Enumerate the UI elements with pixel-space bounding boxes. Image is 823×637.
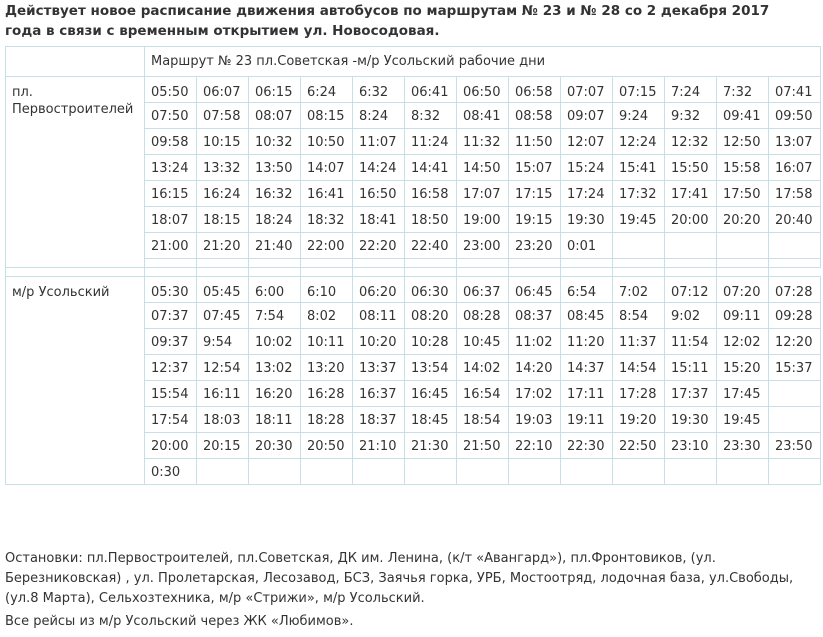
time-cell: 07:45 — [197, 303, 249, 329]
time-cell — [613, 233, 665, 259]
time-cell: 11:02 — [509, 329, 561, 355]
time-cell: 22:10 — [509, 433, 561, 459]
time-cell: 12:07 — [561, 129, 613, 155]
empty-header-cell — [6, 47, 145, 77]
time-cell: 11:54 — [665, 329, 717, 355]
time-cell — [405, 459, 457, 485]
time-cell: 20:30 — [249, 433, 301, 459]
gap-cell — [145, 259, 197, 268]
time-cell: 9:54 — [197, 329, 249, 355]
time-cell: 08:20 — [405, 303, 457, 329]
time-cell: 06:37 — [457, 277, 509, 303]
time-cell: 09:41 — [717, 103, 769, 129]
time-cell: 16:07 — [769, 155, 821, 181]
time-cell: 22:00 — [301, 233, 353, 259]
time-cell: 20:20 — [717, 207, 769, 233]
time-cell: 07:07 — [561, 77, 613, 103]
time-cell: 21:20 — [197, 233, 249, 259]
time-cell: 18:54 — [457, 407, 509, 433]
time-cell: 16:37 — [353, 381, 405, 407]
gap-cell — [353, 259, 405, 268]
time-cell: 17:54 — [145, 407, 197, 433]
time-cell: 21:30 — [405, 433, 457, 459]
time-cell: 16:20 — [249, 381, 301, 407]
time-cell — [769, 459, 821, 485]
time-cell: 10:15 — [197, 129, 249, 155]
time-cell: 05:50 — [145, 77, 197, 103]
time-cell — [665, 459, 717, 485]
time-cell: 08:37 — [509, 303, 561, 329]
time-cell: 19:20 — [613, 407, 665, 433]
time-cell: 23:00 — [457, 233, 509, 259]
time-cell: 16:24 — [197, 181, 249, 207]
time-cell: 11:20 — [561, 329, 613, 355]
time-cell: 14:20 — [509, 355, 561, 381]
time-cell — [301, 459, 353, 485]
time-cell: 14:02 — [457, 355, 509, 381]
time-cell: 11:07 — [353, 129, 405, 155]
time-cell: 16:50 — [353, 181, 405, 207]
time-cell: 06:45 — [509, 277, 561, 303]
time-cell: 06:20 — [353, 277, 405, 303]
time-cell: 05:30 — [145, 277, 197, 303]
time-cell: 19:11 — [561, 407, 613, 433]
time-cell: 13:07 — [769, 129, 821, 155]
time-cell: 13:37 — [353, 355, 405, 381]
time-cell: 6:00 — [249, 277, 301, 303]
time-cell: 22:20 — [353, 233, 405, 259]
gap-cell — [457, 268, 509, 277]
time-cell: 17:28 — [613, 381, 665, 407]
time-cell: 7:02 — [613, 277, 665, 303]
time-cell: 11:24 — [405, 129, 457, 155]
gap-cell — [717, 259, 769, 268]
time-cell: 07:58 — [197, 103, 249, 129]
time-cell: 20:50 — [301, 433, 353, 459]
time-cell: 8:54 — [613, 303, 665, 329]
time-cell: 18:03 — [197, 407, 249, 433]
time-cell: 23:10 — [665, 433, 717, 459]
time-cell: 12:50 — [717, 129, 769, 155]
time-cell: 0:01 — [561, 233, 613, 259]
time-cell: 10:50 — [301, 129, 353, 155]
stop-name-cell: м/р Усольский — [6, 277, 145, 485]
time-cell: 6:24 — [301, 77, 353, 103]
gap-cell — [301, 268, 353, 277]
gap-cell — [457, 259, 509, 268]
time-cell: 17:58 — [769, 181, 821, 207]
time-cell: 09:50 — [769, 103, 821, 129]
gap-cell — [665, 268, 717, 277]
time-cell: 23:30 — [717, 433, 769, 459]
time-cell — [197, 459, 249, 485]
time-cell: 17:24 — [561, 181, 613, 207]
route-title: Маршрут № 23 пл.Советская -м/р Усольский рабочие дни — [145, 47, 821, 77]
time-cell: 08:41 — [457, 103, 509, 129]
gap-cell — [197, 268, 249, 277]
gap-cell — [249, 259, 301, 268]
gap-cell — [613, 259, 665, 268]
time-cell — [769, 407, 821, 433]
time-cell: 14:50 — [457, 155, 509, 181]
time-cell: 15:07 — [509, 155, 561, 181]
time-cell: 16:28 — [301, 381, 353, 407]
gap-cell — [405, 268, 457, 277]
time-cell: 22:30 — [561, 433, 613, 459]
time-cell: 9:02 — [665, 303, 717, 329]
gap-cell — [197, 259, 249, 268]
time-cell: 07:37 — [145, 303, 197, 329]
time-cell — [509, 459, 561, 485]
time-cell — [769, 233, 821, 259]
time-cell: 13:32 — [197, 155, 249, 181]
gap-cell — [6, 268, 145, 277]
time-cell: 15:11 — [665, 355, 717, 381]
time-cell: 15:37 — [769, 355, 821, 381]
time-cell: 17:15 — [509, 181, 561, 207]
time-cell: 15:20 — [717, 355, 769, 381]
time-cell: 18:50 — [405, 207, 457, 233]
time-cell: 6:54 — [561, 277, 613, 303]
gap-cell — [145, 268, 197, 277]
gap-cell — [561, 259, 613, 268]
time-cell — [613, 459, 665, 485]
time-cell: 21:00 — [145, 233, 197, 259]
time-cell: 11:50 — [509, 129, 561, 155]
time-cell: 06:41 — [405, 77, 457, 103]
gap-cell — [405, 259, 457, 268]
time-cell: 08:58 — [509, 103, 561, 129]
time-cell: 12:02 — [717, 329, 769, 355]
time-cell: 18:41 — [353, 207, 405, 233]
time-cell: 17:32 — [613, 181, 665, 207]
time-cell: 12:24 — [613, 129, 665, 155]
time-cell: 09:58 — [145, 129, 197, 155]
time-cell: 13:24 — [145, 155, 197, 181]
time-cell: 17:02 — [509, 381, 561, 407]
time-cell — [665, 233, 717, 259]
time-cell: 8:32 — [405, 103, 457, 129]
gap-cell — [613, 268, 665, 277]
time-cell: 18:45 — [405, 407, 457, 433]
time-cell: 07:50 — [145, 103, 197, 129]
time-cell: 07:15 — [613, 77, 665, 103]
time-cell: 17:07 — [457, 181, 509, 207]
time-cell: 14:54 — [613, 355, 665, 381]
time-cell: 08:07 — [249, 103, 301, 129]
time-cell: 12:54 — [197, 355, 249, 381]
time-cell: 7:54 — [249, 303, 301, 329]
time-cell: 21:10 — [353, 433, 405, 459]
time-cell: 23:50 — [769, 433, 821, 459]
time-cell: 18:07 — [145, 207, 197, 233]
time-cell: 07:41 — [769, 77, 821, 103]
gap-cell — [561, 268, 613, 277]
time-cell: 06:58 — [509, 77, 561, 103]
time-cell: 16:32 — [249, 181, 301, 207]
time-cell: 08:45 — [561, 303, 613, 329]
time-cell: 9:32 — [665, 103, 717, 129]
gap-cell — [717, 268, 769, 277]
time-cell — [717, 459, 769, 485]
time-cell: 17:11 — [561, 381, 613, 407]
gap-cell — [665, 259, 717, 268]
time-cell: 8:02 — [301, 303, 353, 329]
schedule-heading: Действует новое расписание движения автобусов по маршрутам № 23 и № 28 со 2 декабря 2017 года в связи с временным открытием ул. Новосодовая. — [5, 3, 770, 39]
time-cell: 06:15 — [249, 77, 301, 103]
gap-cell — [301, 259, 353, 268]
time-cell: 16:15 — [145, 181, 197, 207]
time-cell: 8:24 — [353, 103, 405, 129]
time-cell: 05:45 — [197, 277, 249, 303]
route-header-row — [6, 47, 821, 77]
time-cell — [561, 459, 613, 485]
time-cell: 19:00 — [457, 207, 509, 233]
time-cell: 22:40 — [405, 233, 457, 259]
time-cell: 07:20 — [717, 277, 769, 303]
time-cell: 16:11 — [197, 381, 249, 407]
time-cell: 20:15 — [197, 433, 249, 459]
time-cell: 19:45 — [613, 207, 665, 233]
time-cell: 08:28 — [457, 303, 509, 329]
time-cell: 09:28 — [769, 303, 821, 329]
time-cell: 17:41 — [665, 181, 717, 207]
time-cell: 19:30 — [561, 207, 613, 233]
gap-cell — [353, 268, 405, 277]
time-cell — [717, 233, 769, 259]
time-cell: 14:37 — [561, 355, 613, 381]
time-cell: 12:37 — [145, 355, 197, 381]
time-cell: 15:58 — [717, 155, 769, 181]
time-cell: 10:32 — [249, 129, 301, 155]
time-cell — [769, 381, 821, 407]
time-cell: 15:24 — [561, 155, 613, 181]
time-cell: 20:00 — [665, 207, 717, 233]
stop-name-cell: пл. Первостроителей — [6, 77, 145, 268]
time-cell: 19:03 — [509, 407, 561, 433]
time-cell: 11:32 — [457, 129, 509, 155]
time-cell: 21:40 — [249, 233, 301, 259]
time-cell: 14:07 — [301, 155, 353, 181]
timetable — [5, 46, 821, 485]
time-cell: 07:12 — [665, 277, 717, 303]
time-cell: 11:37 — [613, 329, 665, 355]
time-cell: 15:54 — [145, 381, 197, 407]
time-cell: 06:50 — [457, 77, 509, 103]
time-cell: 09:37 — [145, 329, 197, 355]
time-cell: 18:28 — [301, 407, 353, 433]
time-cell: 10:02 — [249, 329, 301, 355]
time-cell: 10:11 — [301, 329, 353, 355]
table-row — [6, 277, 821, 303]
gap-cell — [509, 268, 561, 277]
time-cell: 12:20 — [769, 329, 821, 355]
time-cell: 18:24 — [249, 207, 301, 233]
time-cell: 09:11 — [717, 303, 769, 329]
time-cell: 18:15 — [197, 207, 249, 233]
time-cell: 08:15 — [301, 103, 353, 129]
time-cell: 13:20 — [301, 355, 353, 381]
time-cell: 20:40 — [769, 207, 821, 233]
gap-cell — [509, 259, 561, 268]
gap-cell — [769, 259, 821, 268]
time-cell: 6:10 — [301, 277, 353, 303]
time-cell: 10:45 — [457, 329, 509, 355]
time-cell: 06:30 — [405, 277, 457, 303]
time-cell: 14:41 — [405, 155, 457, 181]
time-cell: 06:07 — [197, 77, 249, 103]
time-cell: 23:20 — [509, 233, 561, 259]
time-cell: 16:58 — [405, 181, 457, 207]
time-cell: 10:28 — [405, 329, 457, 355]
time-cell: 20:00 — [145, 433, 197, 459]
time-cell: 08:11 — [353, 303, 405, 329]
time-cell: 19:30 — [665, 407, 717, 433]
gap-cell — [249, 268, 301, 277]
time-cell: 18:11 — [249, 407, 301, 433]
time-cell: 15:50 — [665, 155, 717, 181]
section-gap-row — [6, 268, 821, 277]
time-cell: 16:54 — [457, 381, 509, 407]
time-cell: 18:37 — [353, 407, 405, 433]
time-cell: 15:41 — [613, 155, 665, 181]
time-cell: 9:24 — [613, 103, 665, 129]
time-cell: 12:32 — [665, 129, 717, 155]
route-note: Все рейсы из м/р Усольский через ЖК «Любимов». — [5, 614, 354, 629]
time-cell: 19:15 — [509, 207, 561, 233]
time-cell: 09:07 — [561, 103, 613, 129]
time-cell: 13:02 — [249, 355, 301, 381]
time-cell — [249, 459, 301, 485]
time-cell: 13:50 — [249, 155, 301, 181]
time-cell: 17:45 — [717, 381, 769, 407]
time-cell: 22:50 — [613, 433, 665, 459]
time-cell — [353, 459, 405, 485]
time-cell: 18:32 — [301, 207, 353, 233]
time-cell: 17:37 — [665, 381, 717, 407]
stops-list: Остановки: пл.Первостроителей, пл.Советская, ДК им. Ленина, (к/т «Авангард»), пл.Фронтовиков, (ул. Березниковская) , ул. Пролетарская, Лесозавод, БСЗ, Заячья горка, УРБ, Мостоотряд, лодочная база, ул.Свободы, (ул.8 Марта), Сельхозтехника, м/р «Стрижи», м/р Усольский. — [5, 551, 794, 606]
time-cell: 17:50 — [717, 181, 769, 207]
time-cell: 0:30 — [145, 459, 197, 485]
time-cell: 14:24 — [353, 155, 405, 181]
table-row — [6, 77, 821, 103]
time-cell: 21:50 — [457, 433, 509, 459]
time-cell: 19:45 — [717, 407, 769, 433]
time-cell: 10:20 — [353, 329, 405, 355]
time-cell: 13:54 — [405, 355, 457, 381]
time-cell: 16:41 — [301, 181, 353, 207]
time-cell: 7:24 — [665, 77, 717, 103]
time-cell — [457, 459, 509, 485]
time-cell: 16:45 — [405, 381, 457, 407]
time-cell: 07:28 — [769, 277, 821, 303]
time-cell: 6:32 — [353, 77, 405, 103]
time-cell: 7:32 — [717, 77, 769, 103]
